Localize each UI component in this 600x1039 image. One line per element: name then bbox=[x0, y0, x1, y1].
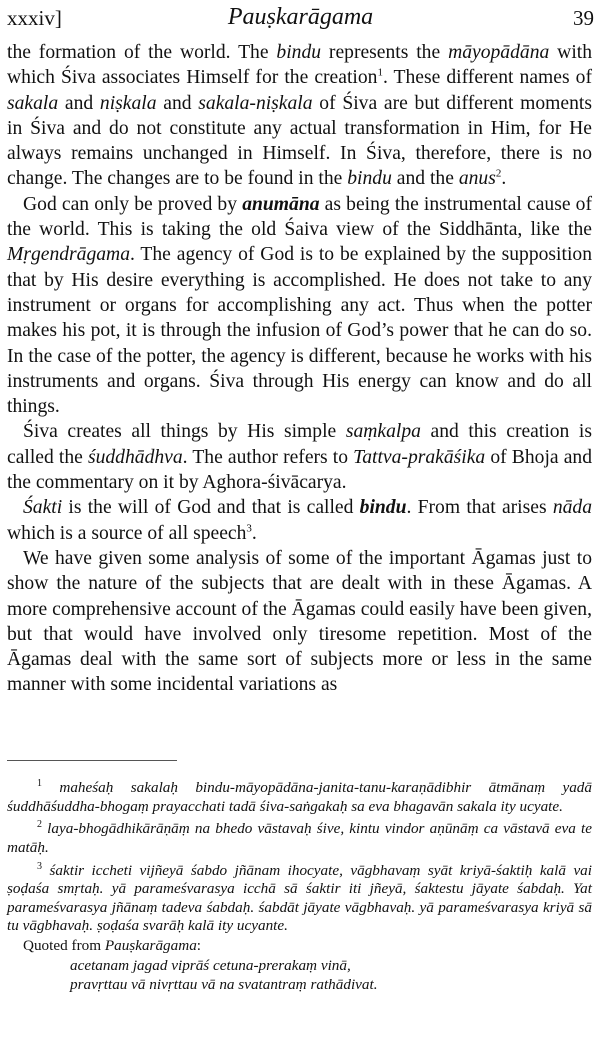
italic-term: anus bbox=[458, 168, 496, 190]
italic-term: niṣkala bbox=[99, 92, 157, 114]
italic-term: bindu bbox=[347, 168, 392, 190]
text-run: of Bhoja and the commentary on it by Aghora-śivācarya. bbox=[7, 446, 592, 494]
running-title: Pauṣkarāgama bbox=[227, 4, 374, 30]
text-run: and the bbox=[391, 168, 459, 190]
italic-term: Śakti bbox=[23, 497, 63, 519]
quote-line-2: pravṛttau vā nivṛttau vā na svatantraṃ rathādivat. bbox=[70, 976, 378, 994]
running-header bbox=[7, 4, 594, 34]
footnotes bbox=[7, 775, 592, 995]
text-run: the formation of the world. The bbox=[7, 42, 277, 63]
text-run: Śiva creates all things by His simple bbox=[23, 421, 346, 443]
italic-term: nāda bbox=[552, 497, 592, 519]
footnote-list bbox=[7, 775, 592, 936]
italic-term: sakala-niṣkala bbox=[198, 92, 313, 114]
italic-term: anumāna bbox=[242, 193, 320, 215]
italic-term: māyopādāna bbox=[448, 42, 550, 63]
footnote-3 bbox=[7, 858, 592, 936]
text-run: We have given some analysis of some of the important Āgamas just to show the nature of the subjects that are dealt with in these Āgamas. A more comprehensive account of the Āgamas could easily have been given, but that would have involved only tiresome repetition. Most of the Āgamas deal with the same sort of subjects more or less in the same manner with some incidental variations as bbox=[7, 547, 592, 696]
text-run: . The author refers to bbox=[182, 446, 354, 468]
text-run: and this creation is called the bbox=[7, 421, 592, 468]
quote-intro bbox=[7, 937, 592, 956]
paragraph-2 bbox=[7, 192, 592, 420]
text-run: represents the bbox=[321, 42, 449, 63]
italic-term: bindu bbox=[276, 42, 322, 63]
text-run: with which Śiva associates Himself for the creation bbox=[7, 42, 593, 89]
text-run: . From that arises bbox=[406, 497, 553, 519]
paragraph-5 bbox=[7, 546, 592, 698]
paragraph-1 bbox=[7, 40, 592, 192]
text-run: as being the instrumental cause of the world. This is taking the old Śaiva view of the Siddhānta, like the bbox=[7, 193, 593, 241]
footnote-ref: 2 bbox=[495, 167, 502, 180]
text-run: . The agency of God is to be explained by the supposition that by His desire everything is accomplished. He does not take to any instrument or organs for accomplishing any act. Thus when the potter makes his pot, it is through the infusion of God’s power that he can do so. In the case of the potter, the agency is different, because he works with his instruments and organs. Śiva through His energy can know and do all things. bbox=[7, 244, 592, 418]
footnote-text: maheśaḥ sakalaḥ bindu-māyopādāna-janita-tanu-karaṇādibhir ātmānaṃ yadā śuddhāśuddha-bhogaṃ prayacchati tadā śiva-saṅgakaḥ sa eva bhagavān sakala ity ucyate. bbox=[7, 779, 592, 815]
text-run: which is a source of all speech bbox=[7, 522, 247, 544]
text-run: . bbox=[501, 168, 507, 190]
footnote-divider bbox=[7, 760, 177, 761]
footnote-2 bbox=[7, 816, 592, 857]
footnote-1 bbox=[7, 775, 592, 816]
quote-intro-text: Quoted from bbox=[23, 936, 105, 954]
text-run: and bbox=[156, 92, 199, 114]
footnote-text: laya-bhogādhikārāṇāṃ na bhedo vāstavaḥ śive, kintu vindor aṇūnāṃ ca vāstavā eva te matāḥ. bbox=[7, 820, 593, 856]
footnote-number: 2 bbox=[37, 819, 42, 831]
paragraph-4 bbox=[7, 495, 592, 546]
italic-term: Tattva-prakāśika bbox=[353, 446, 486, 468]
italic-term: Mṛgendrāgama bbox=[7, 244, 130, 266]
text-run: . bbox=[251, 522, 257, 544]
footnote-text: śaktir iccheti vijñeyā śabdo jñānam ihocyate, vāgbhavaṃ syāt kriyā-śaktiḥ kalā vai ṣoḍaśa smṛtaḥ. yā parameśvarasya icchā sā śaktir iti jñeyā, śaktestu jāyate śabdaḥ. Yat parameśvarasya jñānaṃ tadeva śabdaḥ. śabdāt jāyate vāgbhavaḥ. yā parameśvarasya kriyā sā tu vāgbhavaḥ. ṣoḍaśa svarāḥ kalā ity ucyante. bbox=[7, 861, 592, 935]
footnote-ref: 3 bbox=[246, 522, 252, 535]
footnote-number: 1 bbox=[37, 778, 42, 789]
text-run: is the will of God and that is called bbox=[62, 497, 360, 519]
italic-term: bindu bbox=[359, 497, 407, 519]
paragraph-3 bbox=[7, 419, 592, 495]
quote-line-1: acetanam jagad viprāś cetuna-prerakaṃ vinā, bbox=[70, 956, 351, 974]
quote-colon: : bbox=[196, 936, 202, 954]
text-run: and bbox=[58, 92, 100, 114]
text-run: of Śiva are but different moments in Śiva and do not constitute any actual transformation in Him, for He always remains unchanged in Himself. In Śiva, therefore, there is no change. The changes are to be found in the bbox=[7, 92, 592, 190]
italic-term: saṃkalpa bbox=[345, 421, 421, 443]
italic-term: śuddhādhva bbox=[87, 446, 183, 468]
italic-term: sakala bbox=[7, 92, 59, 114]
body-text bbox=[7, 40, 592, 698]
footnote-number: 3 bbox=[37, 860, 42, 872]
footnote-ref: 1 bbox=[377, 66, 383, 79]
page-number: 39 bbox=[573, 6, 594, 30]
text-run: God can only be proved by bbox=[23, 193, 243, 215]
quote-source: Pauṣkarāgama bbox=[104, 936, 197, 954]
section-marker: xxxiv] bbox=[7, 6, 62, 30]
text-run: . These different names of bbox=[382, 67, 592, 89]
